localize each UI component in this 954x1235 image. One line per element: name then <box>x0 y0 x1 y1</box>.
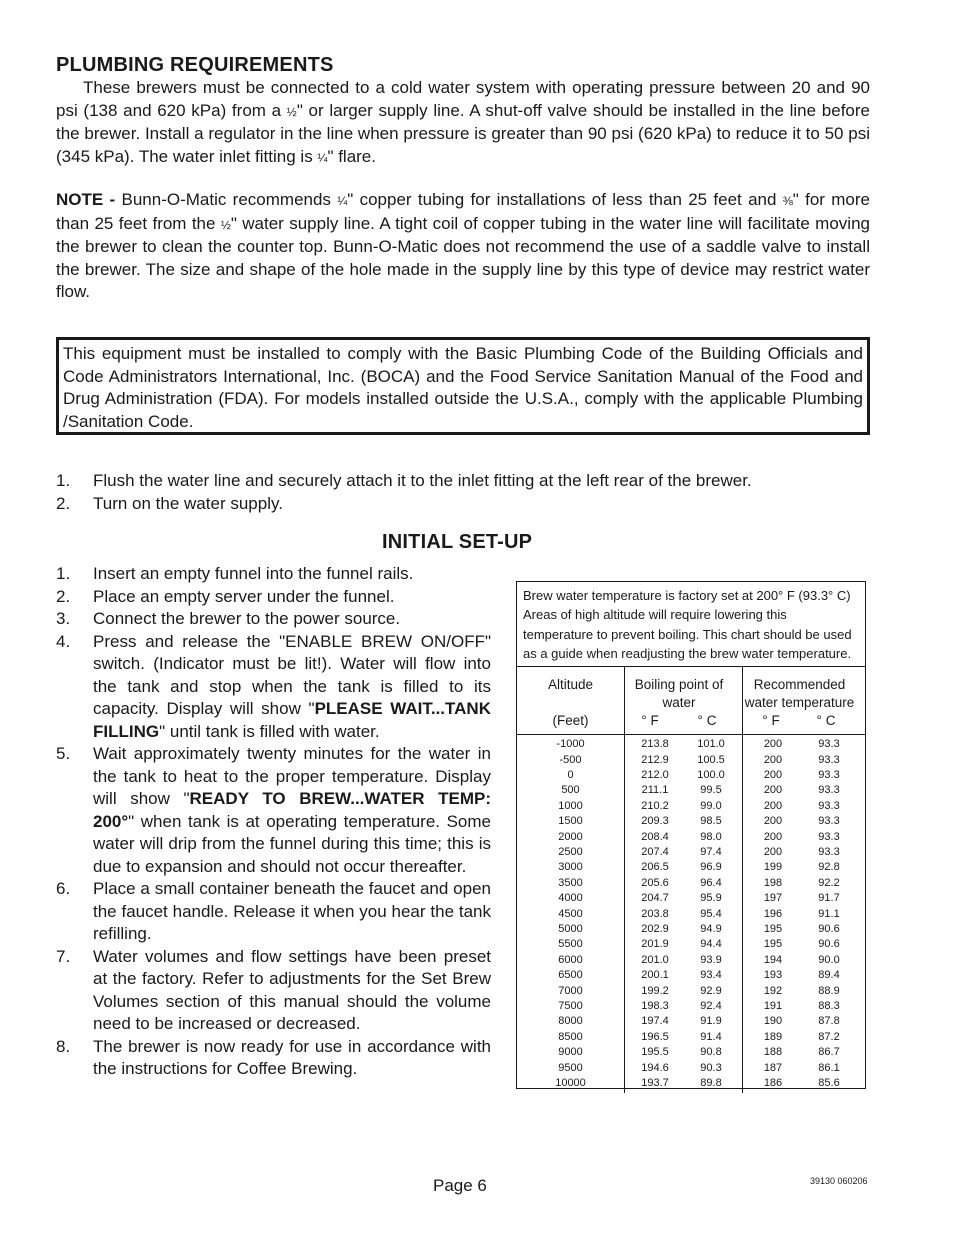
cell-boiling-c: 90.8 <box>700 1046 722 1059</box>
cell-altitude: -1000 <box>556 738 585 751</box>
step-text: Place an empty server under the funnel. <box>93 586 395 606</box>
table-body <box>517 735 865 1093</box>
table-row <box>517 831 865 846</box>
cell-boiling-f: 198.3 <box>641 999 669 1012</box>
table-row <box>517 815 865 830</box>
cell-altitude: 7000 <box>558 984 583 997</box>
cell-altitude: 6000 <box>558 953 583 966</box>
table-row <box>517 1046 865 1061</box>
cell-boiling-c: 92.4 <box>700 999 722 1012</box>
list-item <box>56 470 870 493</box>
table-row <box>517 969 865 984</box>
cell-recommended-f: 200 <box>763 738 783 751</box>
cell-boiling-f: 205.6 <box>641 876 669 889</box>
list-item <box>56 586 491 609</box>
note-text-d: " water supply line. A tight coil of copper tubing in the water line will facilitate moving the brewer to clean the counter top. Bunn-O-Matic does not recommend the use of a saddle valve to install the brewer. The size and shape of the hole made in the supply line by this type of device may restrict water flow. <box>56 213 870 301</box>
cell-boiling-f: 199.2 <box>641 984 669 997</box>
setup-steps <box>56 563 491 1081</box>
cell-recommended-f: 200 <box>763 830 783 843</box>
step-number: 1. <box>56 471 71 490</box>
table-header <box>517 667 865 735</box>
p1-text-c: " flare. <box>327 146 376 166</box>
header-altitude: Altitude <box>547 677 594 693</box>
table-note: Brew water temperature is factory set at 200° F (93.3° C) Areas of high altitude will require lowering this temperature to prevent boiling. This chart should be used as a guide when readjusting the brew water temperature. <box>517 582 865 667</box>
header-recommended-c: ° C <box>816 713 836 729</box>
cell-recommended-f: 197 <box>763 892 783 905</box>
cell-altitude: 5000 <box>558 922 583 935</box>
cell-boiling-c: 96.4 <box>700 876 722 889</box>
step-text: Water volumes and flow settings have been preset at the factory. Refer to adjustments for the Set Brew Volumes section of this manual should the volume need to be increased or decreased. <box>93 946 491 1033</box>
table-row <box>517 738 865 753</box>
cell-boiling-c: 97.4 <box>700 845 722 858</box>
cell-boiling-c: 91.4 <box>700 1030 722 1043</box>
cell-boiling-c: 94.9 <box>700 922 722 935</box>
cell-boiling-c: 91.9 <box>700 1015 722 1028</box>
cell-boiling-c: 98.5 <box>700 815 722 828</box>
header-boiling-c: ° C <box>697 713 717 729</box>
cell-boiling-f: 197.4 <box>641 1015 669 1028</box>
cell-boiling-f: 201.9 <box>641 938 669 951</box>
cell-boiling-f: 203.8 <box>641 907 669 920</box>
cell-boiling-f: 208.4 <box>641 830 669 843</box>
cell-boiling-f: 194.6 <box>641 1061 669 1074</box>
step-text: Insert an empty funnel into the funnel rails. <box>93 564 414 583</box>
cell-boiling-c: 94.4 <box>700 938 722 951</box>
p1-text-b: " or larger supply line. A shut-off valve should be installed in the line before the brewer. Install a regulator in the line when pressure is greater than 90 psi (620 kPa) to reduce it to 50 psi (345 kPa). The water inlet fitting is <box>56 100 870 166</box>
table-row <box>517 938 865 953</box>
setup-heading: INITIAL SET-UP <box>382 531 533 553</box>
cell-recommended-f: 194 <box>763 953 783 966</box>
table-row <box>517 769 865 784</box>
cell-boiling-c: 100.5 <box>697 753 725 766</box>
cell-altitude: 4000 <box>558 892 583 905</box>
step-text-part: Press and release the "ENABLE BREW ON/OFF" switch. (Indicator must be lit!). Water will flow into the tank and stop when the tank is filled to its capacity. Display will show " <box>93 631 491 718</box>
table-row <box>517 1077 865 1092</box>
cell-recommended-f: 200 <box>763 815 783 828</box>
cell-boiling-f: 200.1 <box>641 969 669 982</box>
note-text-a: Bunn-O-Matic recommends <box>115 190 338 209</box>
table-row <box>517 784 865 799</box>
altitude-temperature-table <box>516 581 866 1089</box>
page-number: Page 6 <box>433 1176 487 1195</box>
fraction-quarter: ¼ <box>337 194 348 208</box>
cell-recommended-f: 200 <box>763 753 783 766</box>
cell-boiling-f: 193.7 <box>641 1076 669 1089</box>
cell-altitude: 8500 <box>558 1030 583 1043</box>
cell-boiling-f: 195.5 <box>641 1046 669 1059</box>
plumbing-steps <box>56 470 870 515</box>
step-number: 5. <box>56 744 71 763</box>
fraction-three-eighths: ⅜ <box>782 194 793 208</box>
cell-recommended-f: 188 <box>763 1046 783 1059</box>
list-item <box>56 1036 491 1081</box>
list-item <box>56 743 491 878</box>
cell-altitude: 4500 <box>558 907 583 920</box>
cell-altitude: 2000 <box>558 830 583 843</box>
cell-boiling-f: 211.1 <box>641 784 669 797</box>
cell-altitude: 1500 <box>558 815 583 828</box>
cell-recommended-c: 92.2 <box>818 876 840 889</box>
table-row <box>517 1031 865 1046</box>
note-text-c: " for more than 25 feet from the <box>56 190 870 233</box>
table-row <box>517 908 865 923</box>
header-boiling-f: ° F <box>641 713 659 729</box>
cell-boiling-c: 93.9 <box>700 953 722 966</box>
table-row <box>517 923 865 938</box>
cell-boiling-c: 99.0 <box>700 799 722 812</box>
step-number: 1. <box>56 564 71 583</box>
cell-boiling-f: 201.0 <box>641 953 669 966</box>
cell-altitude: 3000 <box>558 861 583 874</box>
header-feet: (Feet) <box>552 713 589 729</box>
cell-boiling-f: 209.3 <box>641 815 669 828</box>
cell-recommended-c: 87.8 <box>818 1015 840 1028</box>
step-text: The brewer is now ready for use in accordance with the instructions for Coffee Brewing. <box>93 1036 491 1078</box>
cell-recommended-f: 191 <box>763 999 783 1012</box>
step-number: 2. <box>56 493 71 513</box>
cell-boiling-c: 90.3 <box>700 1061 722 1074</box>
step-text-part: Wait approximately twenty minutes for the water in the tank to heat to the proper temperature. Display will show " <box>93 744 491 808</box>
cell-boiling-f: 212.0 <box>641 768 669 781</box>
list-item <box>56 631 491 744</box>
cell-recommended-f: 198 <box>763 876 783 889</box>
cell-recommended-c: 93.3 <box>818 738 840 751</box>
step-text: Place a small container beneath the faucet and open the faucet handle. Release it when you hear the tank refilling. <box>93 879 491 943</box>
table-row <box>517 800 865 815</box>
cell-recommended-c: 91.7 <box>818 892 840 905</box>
note-text-b: " copper tubing for installations of less than 25 feet and <box>347 190 783 209</box>
cell-altitude: 1000 <box>558 799 583 812</box>
cell-recommended-f: 192 <box>763 984 783 997</box>
cell-recommended-f: 189 <box>763 1030 783 1043</box>
cell-boiling-f: 213.8 <box>641 738 669 751</box>
cell-boiling-c: 95.9 <box>700 892 722 905</box>
list-item <box>56 608 491 631</box>
cell-boiling-f: 206.5 <box>641 861 669 874</box>
table-row <box>517 985 865 1000</box>
fraction-quarter: ¼ <box>317 150 328 165</box>
cell-recommended-c: 91.1 <box>818 907 840 920</box>
cell-boiling-f: 196.5 <box>641 1030 669 1043</box>
display-message: PLEASE WAIT...TANK FILLING <box>93 699 491 741</box>
cell-recommended-c: 92.8 <box>818 861 840 874</box>
step-text <box>93 631 491 744</box>
cell-recommended-c: 93.3 <box>818 815 840 828</box>
table-row <box>517 1015 865 1030</box>
cell-recommended-f: 187 <box>763 1061 783 1074</box>
cell-boiling-f: 207.4 <box>641 845 669 858</box>
cell-altitude: 500 <box>561 784 580 797</box>
cell-boiling-c: 100.0 <box>697 768 725 781</box>
cell-boiling-c: 92.9 <box>700 984 722 997</box>
step-text: Connect the brewer to the power source. <box>93 609 401 628</box>
list-item <box>56 563 491 586</box>
header-recommended-f: ° F <box>762 713 780 729</box>
cell-altitude: 10000 <box>555 1076 586 1089</box>
cell-boiling-c: 89.8 <box>700 1076 722 1089</box>
cell-recommended-c: 88.9 <box>818 984 840 997</box>
cell-recommended-c: 93.3 <box>818 799 840 812</box>
fraction-half: ½ <box>220 217 231 232</box>
step-number: 3. <box>56 609 71 628</box>
cell-boiling-c: 99.5 <box>700 784 722 797</box>
cell-boiling-f: 202.9 <box>641 922 669 935</box>
step-text: Flush the water line and securely attach it to the inlet fitting at the left rear of the brewer. <box>93 471 752 490</box>
step-number: 2. <box>56 586 71 606</box>
cell-altitude: 2500 <box>558 845 583 858</box>
list-item <box>56 946 491 1036</box>
cell-recommended-f: 193 <box>763 969 783 982</box>
table-row <box>517 1062 865 1077</box>
cell-recommended-c: 90.6 <box>818 938 840 951</box>
table-row <box>517 846 865 861</box>
cell-recommended-c: 93.3 <box>818 768 840 781</box>
step-text-part: " when tank is at operating temperature. Some water will drip from the funnel during this time; this is due to expansion and should not occur thereafter. <box>93 811 491 876</box>
step-text-part: " until tank is filled with water. <box>159 721 380 741</box>
fraction-half: ½ <box>286 104 297 119</box>
cell-recommended-c: 89.4 <box>818 969 840 982</box>
table-row <box>517 1000 865 1015</box>
cell-recommended-c: 85.6 <box>818 1076 840 1089</box>
cell-recommended-f: 200 <box>763 768 783 781</box>
cell-recommended-f: 200 <box>763 784 783 797</box>
cell-recommended-c: 86.7 <box>818 1046 840 1059</box>
list-item <box>56 493 870 516</box>
display-message: READY TO BREW...WATER TEMP: 200° <box>93 789 491 831</box>
cell-recommended-f: 196 <box>763 907 783 920</box>
cell-recommended-c: 93.3 <box>818 753 840 766</box>
table-row <box>517 877 865 892</box>
plumbing-paragraph <box>56 77 870 169</box>
cell-boiling-c: 101.0 <box>697 738 725 751</box>
note-paragraph <box>56 189 870 304</box>
table-row <box>517 861 865 876</box>
cell-boiling-f: 210.2 <box>641 799 669 812</box>
cell-recommended-f: 190 <box>763 1015 783 1028</box>
document-number: 39130 060206 <box>810 1176 868 1186</box>
cell-altitude: 8000 <box>558 1015 583 1028</box>
cell-recommended-f: 199 <box>763 861 783 874</box>
step-text <box>93 743 491 878</box>
cell-altitude: 9000 <box>558 1046 583 1059</box>
p1-text-a: These brewers must be connected to a cold water system with operating pressure between 20 and 90 psi (138 and 620 kPa) from a <box>56 78 870 120</box>
cell-recommended-f: 186 <box>763 1076 783 1089</box>
cell-recommended-c: 93.3 <box>818 845 840 858</box>
step-number: 8. <box>56 1036 71 1056</box>
cell-recommended-c: 93.3 <box>818 784 840 797</box>
cell-recommended-c: 90.0 <box>818 953 840 966</box>
list-item <box>56 878 491 946</box>
step-number: 4. <box>56 631 71 651</box>
cell-altitude: -500 <box>559 753 582 766</box>
step-text: Turn on the water supply. <box>93 493 283 513</box>
cell-altitude: 5500 <box>558 938 583 951</box>
cell-boiling-f: 212.9 <box>641 753 669 766</box>
cell-recommended-f: 200 <box>763 799 783 812</box>
cell-altitude: 0 <box>567 768 574 781</box>
cell-boiling-c: 95.4 <box>700 907 722 920</box>
cell-recommended-c: 90.6 <box>818 922 840 935</box>
plumbing-heading: PLUMBING REQUIREMENTS <box>56 54 334 76</box>
table-row <box>517 754 865 769</box>
step-number: 6. <box>56 879 71 898</box>
note-label: NOTE - <box>56 190 116 209</box>
cell-recommended-c: 88.3 <box>818 999 840 1012</box>
step-number: 7. <box>56 946 71 966</box>
cell-recommended-c: 86.1 <box>818 1061 840 1074</box>
header-recommended: Recommended water temperature <box>744 677 855 711</box>
cell-recommended-f: 200 <box>763 845 783 858</box>
cell-recommended-c: 93.3 <box>818 830 840 843</box>
cell-altitude: 9500 <box>558 1061 583 1074</box>
cell-boiling-c: 98.0 <box>700 830 722 843</box>
cell-altitude: 7500 <box>558 999 583 1012</box>
cell-recommended-f: 195 <box>763 922 783 935</box>
cell-recommended-c: 87.2 <box>818 1030 840 1043</box>
plumbing-code-box: This equipment must be installed to comply with the Basic Plumbing Code of the Building Officials and Code Administrators International, Inc. (BOCA) and the Food Service Sanitation Manual of the Food and Drug Administration (FDA). For models installed outside the U.S.A., comply with the applicable Plumbing /Sanitation Code. <box>56 337 870 435</box>
header-boiling: Boiling point of water <box>634 677 724 711</box>
cell-recommended-f: 195 <box>763 938 783 951</box>
cell-boiling-f: 204.7 <box>641 892 669 905</box>
cell-altitude: 3500 <box>558 876 583 889</box>
table-row <box>517 892 865 907</box>
cell-boiling-c: 93.4 <box>700 969 722 982</box>
table-row <box>517 954 865 969</box>
cell-altitude: 6500 <box>558 969 583 982</box>
cell-boiling-c: 96.9 <box>700 861 722 874</box>
